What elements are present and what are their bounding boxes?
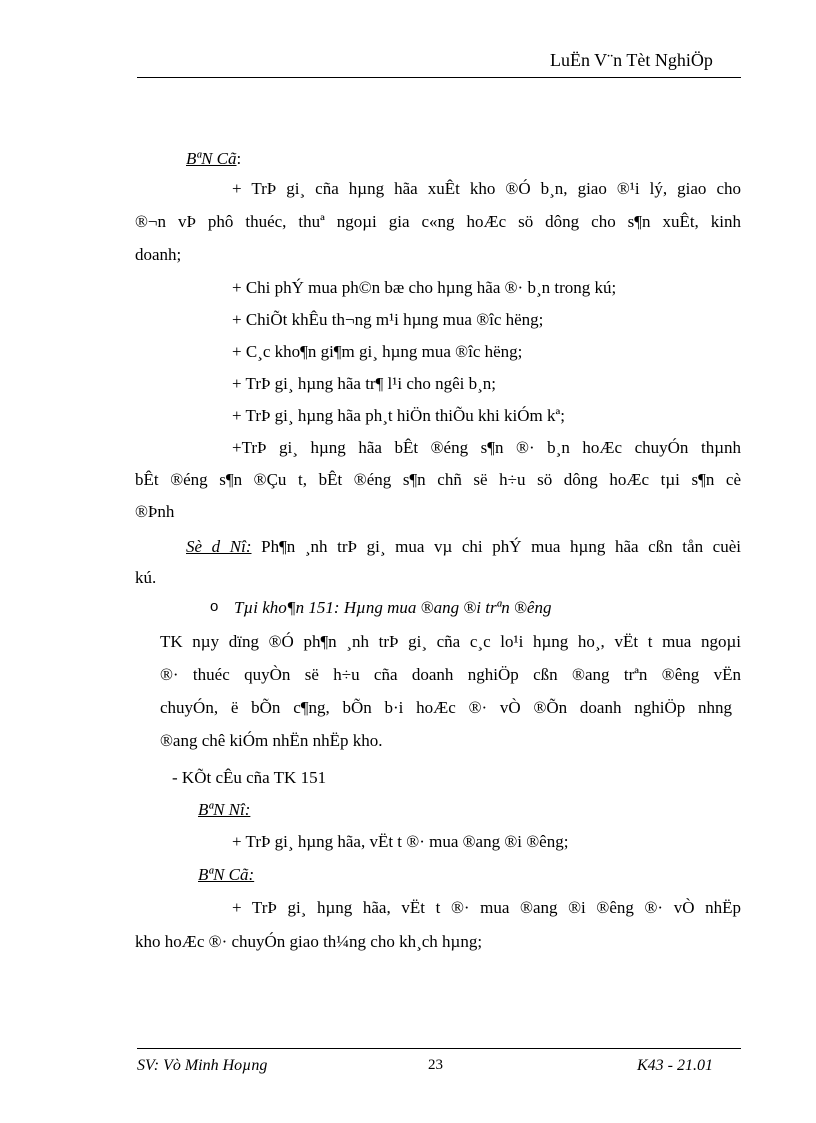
balance-label: Sè d Nî: [186,537,252,556]
credit2-line2: kho hoÆc ®· chuyÓn giao th¼ng cho kh¸ch hµng; [135,932,483,951]
credit-para1-line3: doanh; [135,245,182,264]
tk151-line2: ®· thuéc quyÒn së h÷u cña doanh nghiÖp cßn ®ang trªn ®êng vËn [160,665,741,684]
footer-class-code: K43 - 21.01 [637,1057,713,1074]
credit-colon: : [236,149,242,168]
credit-para1-line1: + TrÞ gi¸ cña hµng hãa xuÊt kho ®Ó b¸n, giao ®¹i lý, giao cho [232,179,741,198]
credit2-label: BªN Cã: [198,865,255,884]
footer-author: SV: Vò Minh Hoµng [137,1057,268,1074]
credit-item-6: + TrÞ gi¸ hµng hãa ph¸t hiÖn thiÕu khi kiÓm kª; [232,406,565,425]
tk151-line3: chuyÓn, ë bÕn c¶ng, bÕn b·i hoÆc ®· vÒ ®Õn doanh nghiÖp nhng [160,698,732,717]
balance-text: Ph¶n ¸nh trÞ gi¸ mua vµ chi phÝ mua hµng hãa cßn tån cuèi [251,537,741,556]
credit-item-3: + ChiÕt khÊu th¬ng m¹i hµng mua ®îc hëng; [232,310,544,329]
balance-line2: kú. [135,568,157,587]
credit2-line1: + TrÞ gi¸ hµng hãa, vËt t ®· mua ®ang ®i ®êng ®· vÒ nhËp [232,898,741,917]
credit-label-line [186,149,241,169]
debit2-label: BªN Nî: [198,800,251,819]
header-rule [137,77,741,78]
credit-item-2: + Chi phÝ mua ph©n bæ cho hµng hãa ®· b¸n trong kú; [232,278,617,297]
footer-page-number: 23 [428,1057,443,1073]
credit-item-5: + TrÞ gi¸ hµng hãa tr¶ l¹i cho ngêi b¸n; [232,374,497,393]
bullet-marker: o [210,598,219,615]
structure-heading: - KÕt cÊu cña TK 151 [172,768,327,787]
footer-rule [137,1048,741,1049]
credit-item-7-line2: bÊt ®éng s¶n ®Çu t, bÊt ®éng s¶n chñ së h÷u sö dông hoÆc tµi s¶n cè [135,470,741,489]
tk151-line4: ®ang chê kiÓm nhËn nhËp kho. [160,731,383,750]
balance-line1 [186,537,741,557]
debit2-item: + TrÞ gi¸ hµng hãa, vËt t ®· mua ®ang ®i ®êng; [232,832,569,851]
credit-item-7-line3: ®Þnh [135,502,175,521]
credit-para1-line2: ®¬n vÞ phô thuéc, thuª ngoµi gia c«ng hoÆc sö dông cho s¶n xuÊt, kinh [135,212,741,231]
tk151-line1: TK nµy dïng ®Ó ph¶n ¸nh trÞ gi¸ cña c¸c lo¹i hµng ho¸, vËt t mua ngoµi [160,632,741,651]
header-title: LuËn V¨n Tèt NghiÖp [550,50,713,70]
credit-item-4: + C¸c kho¶n gi¶m gi¸ hµng mua ®îc hëng; [232,342,523,361]
credit-item-7-line1: +TrÞ gi¸ hµng hãa bÊt ®éng s¶n ®· b¸n hoÆc chuyÓn thµnh [232,438,741,457]
credit-label: BªN Cã [186,149,237,168]
subheading-tk151: Tµi kho¶n 151: Hµng mua ®ang ®i trªn ®êng [234,598,552,617]
